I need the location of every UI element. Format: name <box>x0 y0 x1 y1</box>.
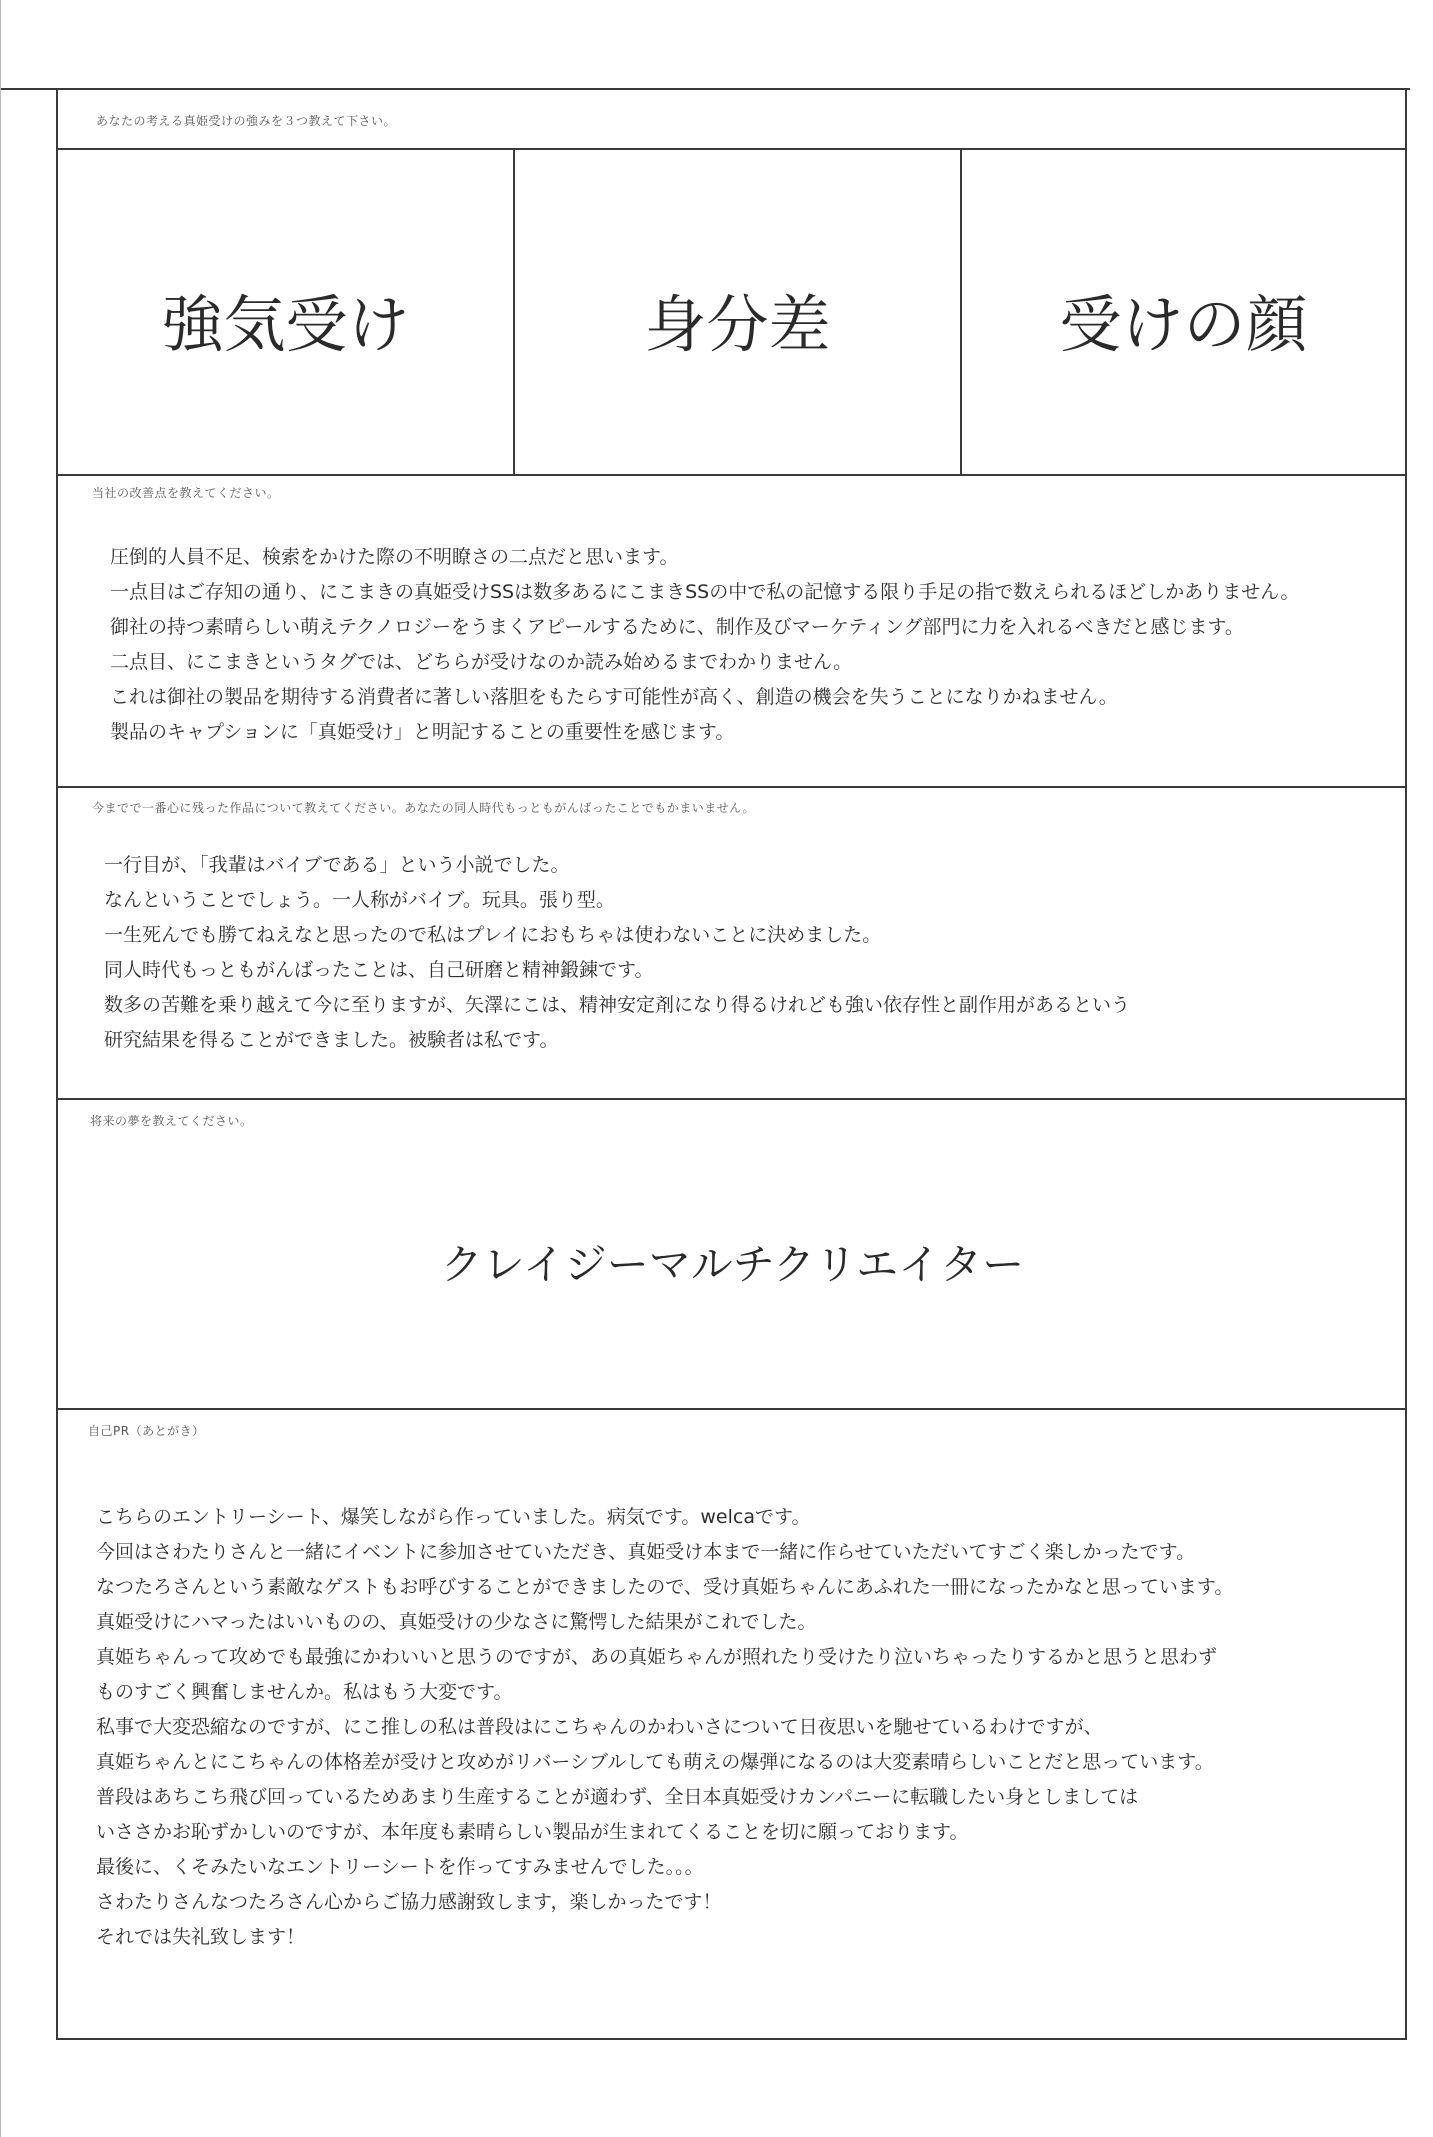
dream-answer: クレイジーマルチクリエイター <box>440 1240 1025 1289</box>
right-border <box>1405 88 1407 2040</box>
strengths-question: あなたの考える真姫受けの強みを３つ教えて下さい。 <box>96 114 397 128</box>
memorable-work-line: 同人時代もっともがんばったことは、自己研磨と精神鍛錬です。 <box>104 959 654 981</box>
divider-memorable-top <box>58 786 1407 788</box>
self-pr-line: 真姫ちゃんとにこちゃんの体格差が受けと攻めがリバーシブルしても萌えの爆弾になるのは大変素晴らしいことだと思っています。 <box>96 1751 1214 1773</box>
top-border <box>0 88 1410 90</box>
self-pr-line: なつたろさんという素敵なゲストもお呼びすることができましたので、受け真姫ちゃんにあふれた一冊になったかなと思っています。 <box>96 1576 1234 1598</box>
dream-question: 将来の夢を教えてください。 <box>90 1114 253 1128</box>
memorable-work-line: 数多の苦難を乗り越えて今に至りますが、矢澤にこは、精神安定剤になり得るけれども強い依存性と副作用があるという <box>104 994 1131 1016</box>
self-pr-question: 自己PR（あとがき） <box>88 1424 205 1438</box>
self-pr-line: それでは失礼致します！ <box>96 1926 306 1948</box>
self-pr-line: 今回はさわたりさんと一緒にイベントに参加させていただき、真姫受け本まで一緒に作らせていただいてすごく楽しかったです。 <box>96 1541 1196 1563</box>
improvements-line: これは御社の製品を期待する消費者に著しい落胆をもたらす可能性が高く、創造の機会を失うことになりかねません。 <box>110 686 1118 708</box>
memorable-work-answer <box>104 848 1130 1058</box>
memorable-work-line: 一行目が、「我輩はバイブである」という小説でした。 <box>104 854 570 876</box>
self-pr-line: 最後に、くそみたいなエントリーシートを作ってすみませんでした。。。 <box>96 1856 704 1878</box>
strength-2: 身分差 <box>644 288 831 361</box>
self-pr-line: こちらのエントリーシート、爆笑しながら作っていました。病気です。welcaです。 <box>96 1506 811 1528</box>
divider-selfpr-top <box>58 1408 1407 1410</box>
improvements-question: 当社の改善点を教えてください。 <box>92 486 280 500</box>
page-edge-line <box>0 0 1 2137</box>
memorable-work-line: 研究結果を得ることができました。被験者は私です。 <box>104 1029 559 1051</box>
bottom-border <box>56 2038 1407 2040</box>
improvements-line: 御社の持つ素晴らしい萌えテクノロジーをうまくアピールするために、制作及びマーケティング部門に力を入れるべきだと感じます。 <box>110 616 1244 638</box>
improvements-line: 製品のキャプションに「真姫受け」と明記することの重要性を感じます。 <box>110 721 735 743</box>
self-pr-line: 普段はあちこち飛び回っているためあまり生産することが適わず、全日本真姫受けカンパニーに転職したい身としましては <box>96 1786 1139 1808</box>
improvements-line: 圧倒的人員不足、検索をかけた際の不明瞭さの二点だと思います。 <box>110 546 679 568</box>
self-pr-line: 私事で大変恐縮なのですが、にこ推しの私は普段はにこちゃんのかわいさについて日夜思いを馳せているわけですが、 <box>96 1716 1103 1738</box>
strength-3: 受けの顔 <box>1059 288 1308 361</box>
strength-1: 強気受け <box>161 288 410 361</box>
divider-strengths-top <box>58 148 1407 150</box>
self-pr-line: さわたりさんなつたろさん心からご協力感謝致します，楽しかったです！ <box>96 1891 722 1913</box>
left-border <box>56 88 58 2040</box>
divider-improvements-top <box>58 474 1407 476</box>
divider-dream-top <box>58 1098 1407 1100</box>
self-pr-answer <box>96 1500 1233 1955</box>
self-pr-line: ものすごく興奮しませんか。私はもう大変です。 <box>96 1681 513 1703</box>
memorable-work-line: 一生死んでも勝てねえなと思ったので私はプレイにおもちゃは使わないことに決めました。 <box>104 924 882 946</box>
memorable-work-question: 今までで一番心に残った作品について教えてください。あなたの同人時代もっともがんばったことでもかまいません。 <box>92 801 755 815</box>
improvements-answer <box>110 540 1299 750</box>
self-pr-line: 真姫受けにハマったはいいものの、真姫受けの少なさに驚愕した結果がこれでした。 <box>96 1611 817 1633</box>
memorable-work-line: なんということでしょう。一人称がバイブ。玩具。張り型。 <box>104 889 615 911</box>
self-pr-line: いささかお恥ずかしいのですが、本年度も素晴らしい製品が生まれてくることを切に願っております。 <box>96 1821 969 1843</box>
improvements-line: 二点目、にこまきというタグでは、どちらが受けなのか読み始めるまでわかりません。 <box>110 651 853 673</box>
self-pr-line: 真姫ちゃんって攻めでも最強にかわいいと思うのですが、あの真姫ちゃんが照れたり受けたり泣いちゃったりするかと思うと思わず <box>96 1646 1218 1668</box>
improvements-line: 一点目はご存知の通り、にこまきの真姫受けSSは数多あるにこまきSSの中で私の記憶する限り手足の指で数えられるほどしかありません。 <box>110 581 1300 603</box>
